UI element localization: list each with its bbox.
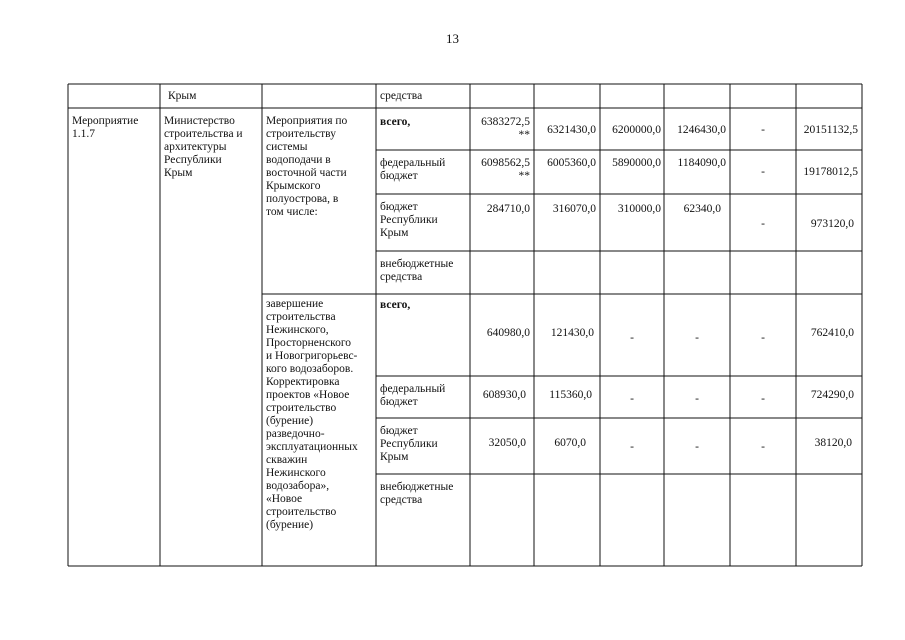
value-cell: -	[761, 218, 765, 230]
value-cell: 6098562,5 **	[481, 157, 530, 182]
value-cell: 1184090,0	[677, 157, 726, 169]
value-cell: -	[761, 332, 765, 344]
value-cell: 1246430,0	[677, 124, 726, 136]
value-cell: 6200000,0	[612, 124, 661, 136]
value-cell: -	[630, 332, 634, 344]
source-label: бюджет Республики Крым	[380, 425, 438, 463]
value-cell: -	[695, 393, 699, 405]
header-source-cell: средства	[380, 90, 423, 102]
value-cell: 121430,0	[550, 327, 594, 339]
source-label: внебюджетные средства	[380, 481, 454, 506]
value-cell: 6383272,5 **	[481, 116, 530, 141]
source-label: всего,	[380, 116, 411, 128]
value-cell: 640980,0	[486, 327, 530, 339]
value-cell: 32050,0	[488, 437, 526, 449]
value-cell: 5890000,0	[612, 157, 661, 169]
page-number: 13	[446, 31, 459, 46]
source-label: всего,	[380, 299, 411, 311]
total-cell: 724290,0	[810, 389, 854, 401]
value-cell: 115360,0	[549, 389, 592, 401]
value-cell: -	[695, 332, 699, 344]
measure-code: Мероприятие 1.1.7	[72, 115, 139, 140]
value-cell: -	[761, 393, 765, 405]
measure-title: Мероприятия по строительству системы водоподачи в восточной части Крымского полуострова, в том числе:	[266, 115, 348, 218]
value-cell: 608930,0	[482, 389, 526, 401]
measure-executor: Министерство строительства и архитектуры Республики Крым	[164, 115, 243, 179]
total-cell: 973120,0	[810, 218, 854, 230]
source-label: федеральный бюджет	[380, 383, 446, 408]
value-cell: 6070,0	[554, 437, 586, 449]
value-cell: 62340,0	[683, 203, 721, 215]
total-cell: 19178012,5	[803, 166, 858, 178]
value-cell: -	[630, 441, 634, 453]
value-cell: 316070,0	[552, 203, 596, 215]
sub-measure-title: завершение строительства Нежинского, Просторненского и Новогригорьевс- кого водозаборов. Корректировка проектов «Новое строительство (бурение) разведочно- эксплуатационных скважин Нежинского водозабора», «Новое строительство (бурение)	[266, 298, 358, 531]
source-label: федеральный бюджет	[380, 157, 446, 182]
value-cell: 6005360,0	[547, 157, 596, 169]
source-label: бюджет Республики Крым	[380, 201, 438, 239]
value-cell: -	[761, 124, 765, 136]
total-cell: 20151132,5	[803, 124, 858, 136]
value-cell: -	[630, 393, 634, 405]
value-cell: 310000,0	[617, 203, 661, 215]
value-cell: -	[761, 441, 765, 453]
value-cell: -	[761, 166, 765, 178]
header-region-cell: Крым	[168, 90, 197, 102]
total-cell: 762410,0	[810, 327, 854, 339]
total-cell: 38120,0	[814, 437, 852, 449]
value-cell: 284710,0	[486, 203, 530, 215]
source-label: внебюджетные средства	[380, 258, 454, 283]
value-cell: 6321430,0	[547, 124, 596, 136]
value-cell: -	[695, 441, 699, 453]
